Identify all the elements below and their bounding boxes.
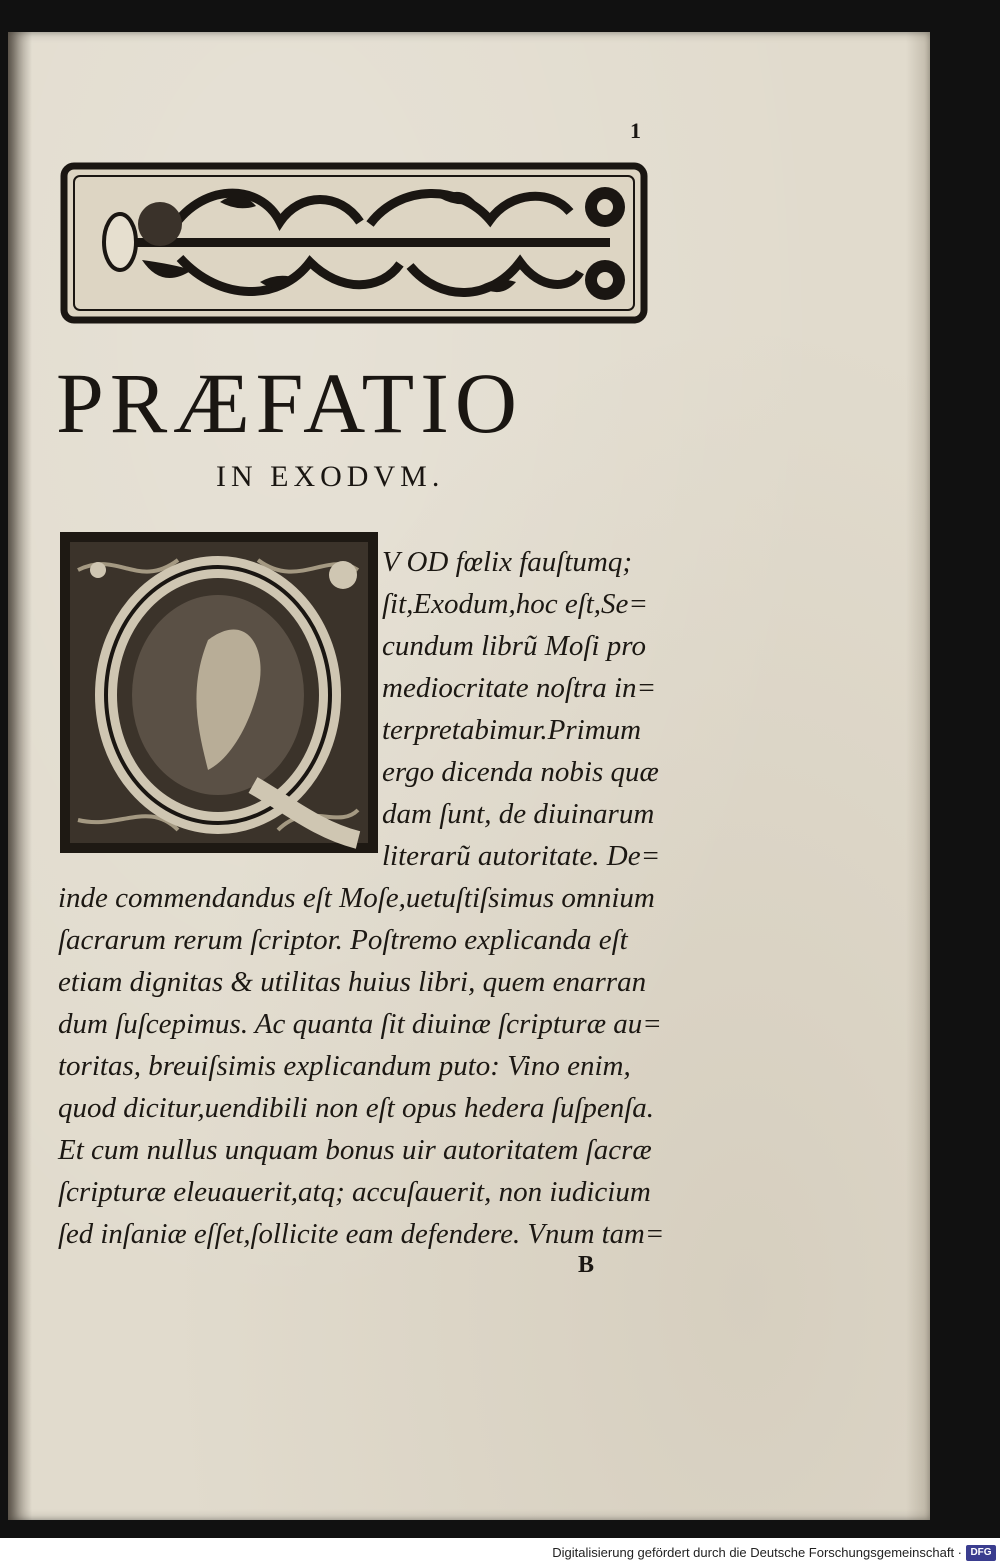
text-line: Et cum nullus unquam bonus uir autoritatem ſacræ — [58, 1134, 652, 1166]
text-line: etiam dignitas & utilitas huius libri, quem enarran — [58, 966, 647, 998]
text-line: ſacrarum rerum ſcriptor. Poſtremo explicanda eſt — [58, 924, 628, 956]
text-line: ſit,Exodum,hoc eſt,Se= — [382, 588, 648, 620]
historiated-initial-q-icon — [58, 530, 380, 855]
text-line: toritas, breuiſsimis explicandum puto: Vino enim, — [58, 1050, 631, 1082]
ornamental-headpiece-icon — [60, 162, 648, 324]
text-line: inde commendandus eſt Moſe,uetuſtiſsimus omnium — [58, 882, 655, 914]
text-line: ſcripturæ eleuauerit,atq; accuſauerit, non iudicium — [58, 1176, 651, 1208]
text-line: mediocritate noſtra in= — [382, 672, 657, 704]
text-line: dam ſunt, de diuinarum — [382, 798, 655, 830]
text-line: terpretabimur.Primum — [382, 714, 642, 746]
text-line: dum ſuſcepimus. Ac quanta ſit diuinæ ſcripturæ au= — [58, 1008, 662, 1040]
gutter-shadow — [8, 32, 32, 1520]
text-line: literarũ autoritate. De= — [382, 840, 661, 872]
footer-bar — [0, 1538, 1000, 1566]
text-line: V OD fœlix fauſtumq; — [382, 546, 632, 578]
signature-mark: B — [578, 1252, 595, 1278]
text-line: ſed inſaniæ eſſet,ſollicite eam defendere. Vnum tam= — [58, 1218, 665, 1250]
text-line: quod dicitur,uendibili non eſt opus hedera ſuſpenſa. — [58, 1092, 655, 1124]
page-subtitle: IN EXODVM. — [216, 460, 445, 493]
dfg-logo-icon[interactable]: DFG — [966, 1545, 996, 1561]
footer-credit: Digitalisierung gefördert durch die Deutsche Forschungsgemeinschaft · — [552, 1545, 962, 1560]
text-line: cundum librũ Moſi pro — [382, 630, 646, 662]
page-title: PRÆFATIO — [56, 355, 523, 451]
text-line: ergo dicenda nobis quæ — [382, 756, 659, 788]
folio-number: 1 — [630, 118, 641, 143]
page-edge — [906, 32, 930, 1520]
